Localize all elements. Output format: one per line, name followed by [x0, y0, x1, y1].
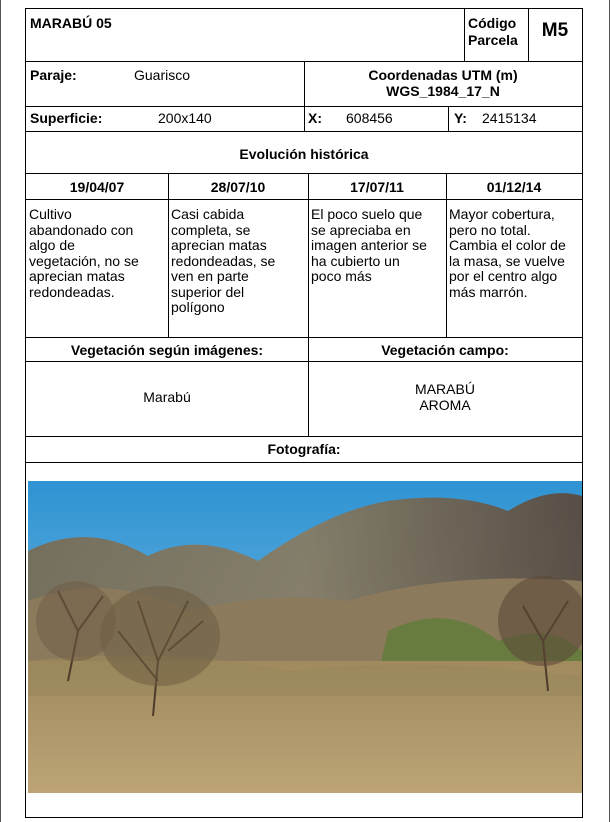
rule	[26, 462, 582, 463]
vegetation-images-label: Vegetación según imágenes:	[70, 342, 264, 358]
coordinates-label	[304, 67, 582, 99]
rule	[26, 199, 582, 200]
x-value: 608456	[346, 110, 393, 126]
plot-code-value: M5	[541, 20, 569, 41]
description-line: Mayor cobertura,	[449, 206, 555, 222]
paraje-value: Guarisco	[134, 67, 191, 83]
history-description	[446, 207, 582, 300]
description-line: redondeadas, se	[171, 252, 276, 269]
paraje-label: Paraje:	[30, 67, 77, 83]
plot-code-label-line1: Código	[468, 15, 517, 31]
plot-title: MARABÚ 05	[30, 15, 112, 31]
history-date: 28/07/10	[210, 179, 266, 195]
description-line: redondeadas.	[29, 283, 115, 300]
coordinates-label-line1: Coordenadas UTM (m)	[368, 67, 518, 83]
rule	[464, 9, 465, 61]
vegetation-images-value: Marabú	[143, 389, 191, 405]
photo-label: Fotografía:	[267, 441, 341, 457]
description-line: aprecian matas	[29, 268, 125, 284]
vegetation-field-values	[308, 381, 582, 413]
coordinates-datum: WGS_1984_17_N	[386, 83, 500, 99]
rule	[26, 173, 582, 174]
y-value: 2415134	[482, 110, 537, 126]
history-description	[168, 207, 308, 316]
description-line: por el centro algo	[449, 268, 558, 284]
description-line: completa, se	[171, 221, 251, 238]
history-description	[308, 207, 446, 285]
history-date: 01/12/14	[486, 179, 542, 195]
plot-code-label	[468, 15, 518, 49]
field-photograph	[28, 481, 582, 793]
rule	[26, 436, 582, 437]
vegetation-field-label: Vegetación campo:	[381, 342, 509, 358]
vegetation-field-value: MARABÚ	[415, 381, 475, 397]
x-label: X:	[308, 110, 322, 126]
description-line: vegetación, no se	[29, 252, 139, 269]
description-line: la masa, se vuelve	[449, 252, 565, 269]
description-line: aprecian matas	[171, 237, 267, 253]
description-line: Casi cabida	[171, 206, 245, 222]
description-line: poco más	[311, 268, 372, 284]
history-title: Evolución histórica	[239, 146, 369, 162]
rule	[26, 337, 582, 338]
rule	[448, 106, 449, 131]
description-line: se apreciaba en	[311, 221, 411, 238]
rule	[26, 131, 582, 132]
description-line: polígono	[171, 299, 225, 315]
description-line: Cultivo	[29, 206, 72, 222]
description-line: abandonado con	[29, 221, 134, 238]
plot-record-sheet	[25, 8, 583, 818]
history-date: 17/07/11	[350, 179, 404, 195]
description-line: ha cubierto un	[311, 252, 400, 269]
plot-code-label-line2: Parcela	[468, 32, 518, 48]
history-date: 19/04/07	[69, 179, 125, 195]
description-line: más marrón.	[449, 283, 528, 300]
description-line: Cambia el color de	[449, 237, 566, 253]
surface-value: 200x140	[158, 110, 212, 126]
rule	[26, 361, 582, 362]
description-line: ven en parte	[171, 268, 249, 284]
shrubland-photo	[28, 481, 582, 793]
surface-label: Superficie:	[30, 110, 103, 126]
description-line: pero no total.	[449, 221, 531, 238]
history-description	[26, 207, 168, 300]
description-line: superior del	[171, 283, 245, 300]
y-label: Y:	[454, 110, 467, 126]
description-line: El poco suelo que	[311, 206, 423, 222]
description-line: imagen anterior se	[311, 237, 427, 253]
vegetation-field-value: AROMA	[419, 397, 471, 413]
description-line: algo de	[29, 237, 75, 253]
